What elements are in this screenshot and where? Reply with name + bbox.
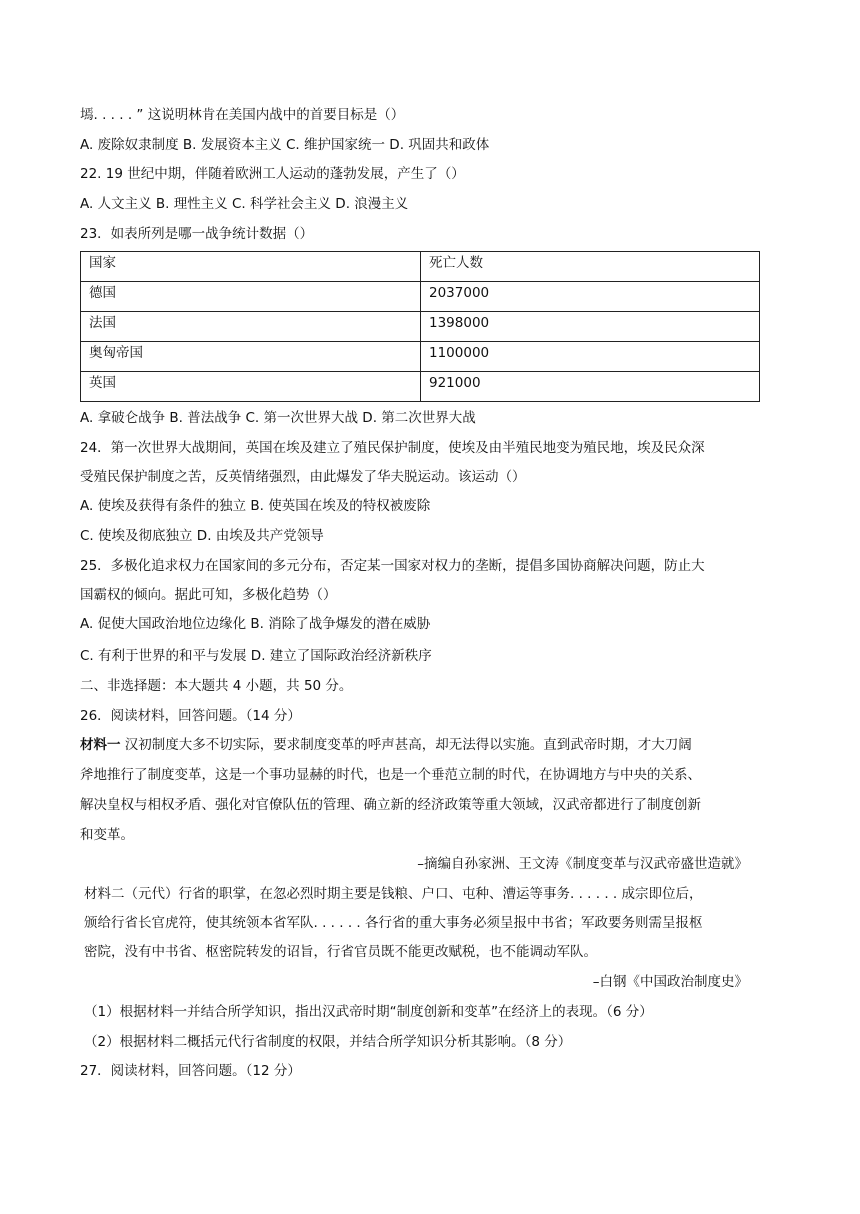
- material-one-line: 斧地推行了制度变革，这是一个事功显赫的时代，也是一个垂范立制的时代，在协调地方与中央的关系、: [80, 767, 701, 783]
- question-24-options-cd: C. 使埃及彻底独立 D. 由埃及共产党领导: [80, 528, 324, 544]
- material-one-line: 和变革。: [80, 827, 134, 843]
- question-21-stem-end: 墕. . . . . ” 这说明林肯在美国内战中的首要目标是（）: [80, 107, 405, 123]
- question-22-options: A. 人文主义 B. 理性主义 C. 科学社会主义 D. 浪漫主义: [80, 196, 409, 212]
- table-row: [81, 372, 760, 402]
- table-cell-country: 英国: [81, 372, 421, 402]
- material-two-source: –白钢《中国政治制度史》: [592, 974, 748, 990]
- table-cell-deaths: 1100000: [421, 342, 760, 372]
- question-25-stem: 25．多极化追求权力在国家间的多元分布，否定某一国家对权力的垄断，提倡多国协商解决问题，防止大: [80, 558, 705, 574]
- material-one-first-line: [80, 736, 692, 754]
- question-22-stem: 22. 19 世纪中期，伴随着欧洲工人运动的蓬勃发展，产生了（）: [80, 166, 465, 182]
- question-24-options-ab: A. 使埃及获得有条件的独立 B. 使英国在埃及的特权被废除: [80, 498, 431, 514]
- table-cell-country: 德国: [81, 282, 421, 312]
- material-one-text: 汉初制度大多不切实际，要求制度变革的呼声甚高，却无法得以实施。直到武帝时期，才大刀阔: [120, 737, 692, 753]
- material-one-label: 材料一: [80, 737, 121, 753]
- table-row: [81, 282, 760, 312]
- question-21-options: A. 废除奴隶制度 B. 发展资本主义 C. 维护国家统一 D. 巩固共和政体: [80, 137, 490, 153]
- material-one-source: –摘编自孙家洲、王文涛《制度变革与汉武帝盛世造就》: [417, 856, 748, 872]
- question-25-options-ab: A. 促使大国政治地位边缘化 B. 消除了战争爆发的潜在威胁: [80, 616, 431, 632]
- table-header-row: [81, 252, 760, 282]
- material-two-line: 材料二（元代）行省的职掌，在忽必烈时期主要是钱粮、户口、屯种、漕运等事务. . . . . . 成宗即位后，: [84, 886, 703, 902]
- question-26-part-1: （1）根据材料一并结合所学知识，指出汉武帝时期“制度创新和变革”在经济上的表现。（6 分）: [84, 1004, 653, 1020]
- table-row: [81, 312, 760, 342]
- question-25-stem-cont: 国霸权的倾向。据此可知，多极化趋势（）: [80, 587, 337, 603]
- question-24-stem: 24．第一次世界大战期间，英国在埃及建立了殖民保护制度，使埃及由半殖民地变为殖民地，埃及民众深: [80, 440, 705, 456]
- table-header-deaths: 死亡人数: [421, 252, 760, 282]
- section-heading: 二、非选择题：本大题共 4 小题，共 50 分。: [80, 678, 353, 694]
- question-23-stem: 23．如表所列是哪一战争统计数据（）: [80, 226, 314, 242]
- table-row: [81, 342, 760, 372]
- table-cell-deaths: 921000: [421, 372, 760, 402]
- table-header-country: 国家: [81, 252, 421, 282]
- question-25-options-cd: C. 有利于世界的和平与发展 D. 建立了国际政治经济新秩序: [80, 648, 432, 664]
- table-cell-country: 奥匈帝国: [81, 342, 421, 372]
- material-two-line: 密院，没有中书省、枢密院转发的诏旨，行省官员既不能更改赋税，也不能调动军队。: [84, 944, 597, 960]
- question-26-stem: 26．阅读材料，回答问题。（14 分）: [80, 708, 301, 724]
- question-26-part-2: （2）根据材料二概括元代行省制度的权限，并结合所学知识分析其影响。（8 分）: [84, 1034, 572, 1050]
- table-cell-deaths: 2037000: [421, 282, 760, 312]
- material-one-line: 解决皇权与相权矛盾、强化对官僚队伍的管理、确立新的经济政策等重大领域，汉武帝都进行了制度创新: [80, 797, 701, 813]
- question-27-stem: 27．阅读材料，回答问题。（12 分）: [80, 1063, 301, 1079]
- question-24-stem-cont: 受殖民保护制度之苦，反英情绪强烈，由此爆发了华夫脱运动。该运动（）: [80, 469, 526, 485]
- material-two-line: 颁给行省长官虎符，使其统领本省军队. . . . . . 各行省的重大事务必须呈报中书省；军政要务则需呈报枢: [84, 915, 703, 931]
- question-23-options: A. 拿破仑战争 B. 普法战争 C. 第一次世界大战 D. 第二次世界大战: [80, 410, 476, 426]
- table-cell-deaths: 1398000: [421, 312, 760, 342]
- table-cell-country: 法国: [81, 312, 421, 342]
- war-casualty-table: [80, 251, 760, 402]
